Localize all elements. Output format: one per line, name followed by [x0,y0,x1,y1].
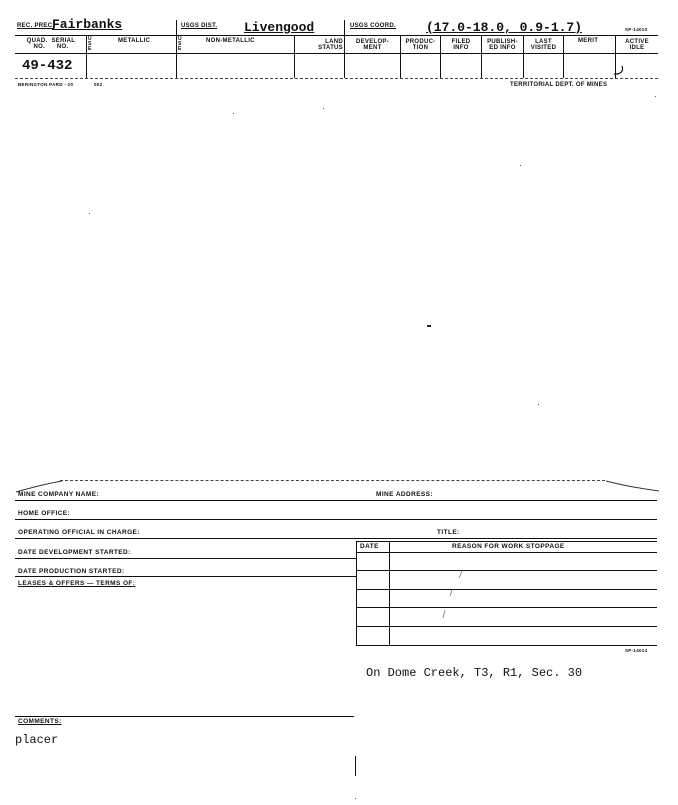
col-active-idle: ACTIVE IDLE [625,39,649,51]
comments-label: COMMENTS: [18,718,62,725]
mine-company-label: MINE COMPANY NAME: [18,491,99,498]
title-label: TITLE: [437,529,460,536]
rec-prec-label: REC. PREC. [17,23,55,29]
col-development: DEVELOP- MENT [355,39,390,51]
col-published-info: PUBLISH- ED INFO [487,39,518,51]
scan-artifact [427,325,431,327]
location-note: On Dome Creek, T3, R1, Sec. 30 [366,666,583,680]
col-use-2: U S E [178,36,182,52]
col-production: PRODUC- TION [405,39,436,51]
col-land-status: LAND STATUS [318,39,343,51]
col-quad-serial: QUAD. SERIAL NO. NO. [26,38,76,50]
col-merit: MERIT [578,38,599,44]
mine-address-label: MINE ADDRESS: [376,491,433,498]
date-col-header: DATE [360,543,379,550]
col-metallic: METALLIC [118,38,151,44]
printer-code: 002 [94,82,103,87]
usgs-coord-label: USGS COORD. [350,23,396,29]
col-non-metallic: NON-METALLIC [206,38,255,44]
form-number: SP-14010 [625,27,648,32]
card-top-curve [14,478,664,494]
reason-col-header: REASON FOR WORK STOPPAGE [452,543,565,550]
department-name: TERRITORIAL DEPT. OF MINES [510,82,608,88]
form-number-2: SP-14014 [625,648,648,653]
usgs-dist-label: USGS DIST. [181,23,218,29]
col-use-1: U S E [88,36,92,52]
usgs-dist-value: Livengood [244,20,315,35]
leases-offers-label: LEASES & OFFERS — TERMS OF: [18,580,136,587]
date-production-label: DATE PRODUCTION STARTED: [18,568,125,575]
faint-pencil-marks [440,568,470,628]
operating-official-label: OPERATING OFFICIAL IN CHARGE: [18,529,140,536]
col-filed-info: FILED INFO [451,39,471,51]
rec-prec-value: Fairbanks [52,17,123,32]
printer-text: BERINGTON PARD - 20 [18,82,74,87]
home-office-label: HOME OFFICE: [18,510,71,517]
usgs-coord-value: (17.0-18.0, 0.9-1.7) [426,20,583,35]
quad-serial-value: 49-432 [22,58,73,74]
comments-value: placer [15,733,59,747]
date-development-label: DATE DEVELOPMENT STARTED: [18,549,131,556]
col-last-visited: LAST VISITED [530,39,557,51]
pencil-mark-icon [612,64,628,78]
